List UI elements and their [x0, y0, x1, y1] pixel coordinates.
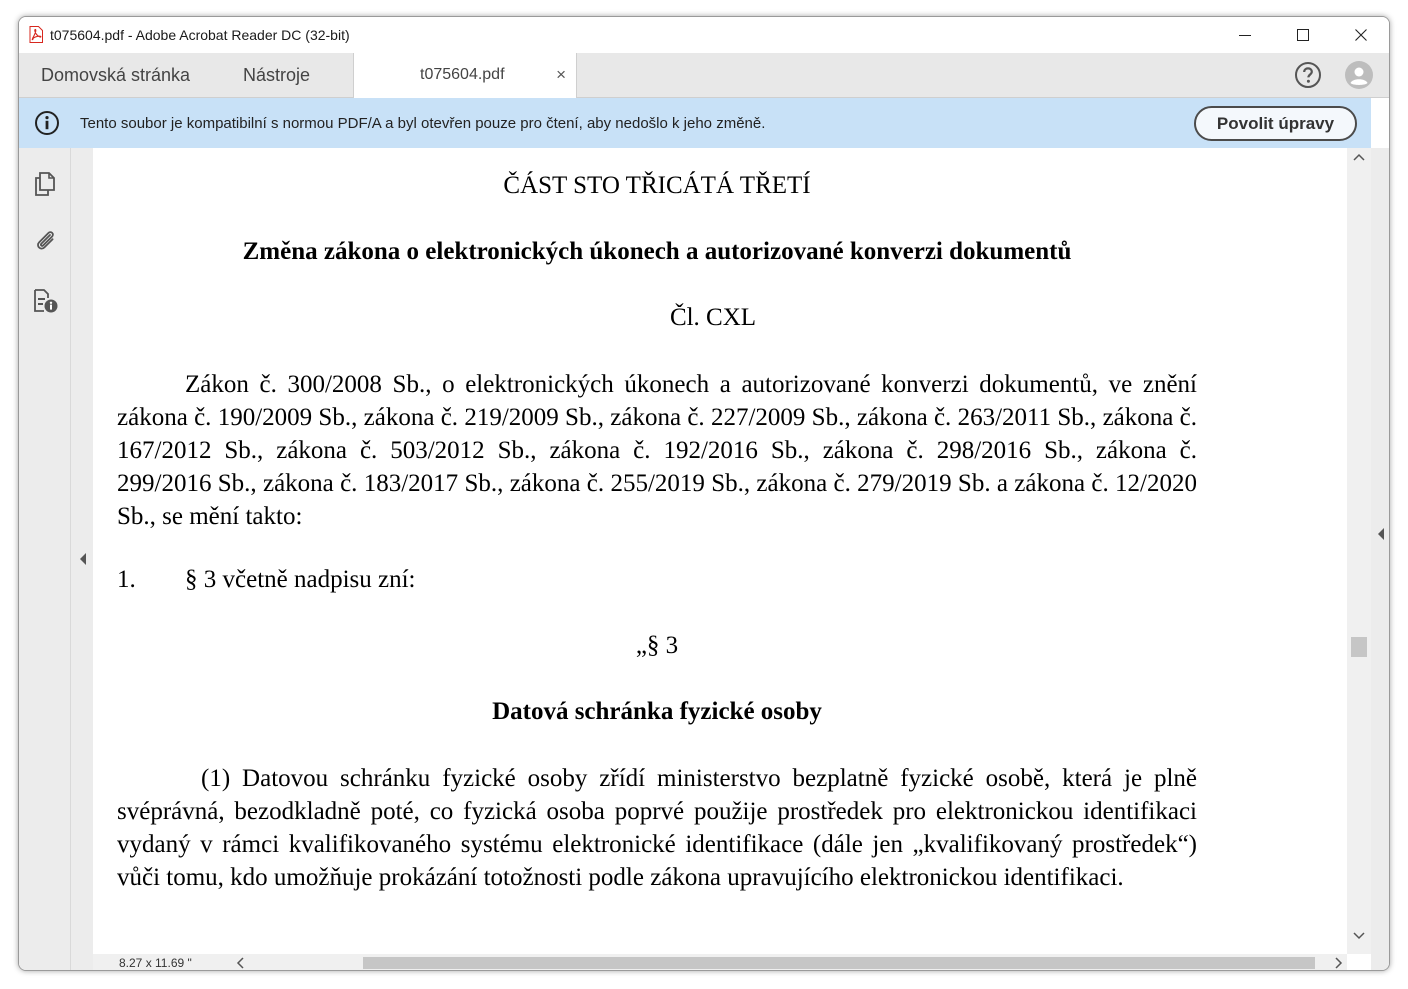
- minimize-icon: [1239, 29, 1251, 41]
- article-number: Čl. CXL: [669, 304, 757, 331]
- acrobat-pdf-icon: [29, 26, 43, 43]
- info-icon: [34, 110, 60, 136]
- pdf-page: [93, 148, 1347, 954]
- maximize-button[interactable]: [1274, 17, 1332, 53]
- list-item-text: § 3 včetně nadpisu zní:: [185, 566, 416, 593]
- pdfa-info-bar: [19, 98, 1371, 148]
- tab-tools[interactable]: Nástroje: [243, 65, 311, 85]
- tab-bar: [19, 53, 1389, 98]
- section-mark: „§ 3: [635, 632, 679, 659]
- change-title: Změna zákona o elektronických úkonech a autorizované konverzi dokumentů: [242, 238, 1072, 265]
- close-icon: [1355, 29, 1367, 41]
- close-window-button[interactable]: [1332, 17, 1390, 53]
- document-viewport[interactable]: [93, 148, 1347, 954]
- document-tab-label: t075604.pdf: [420, 66, 505, 83]
- title-bar: [19, 17, 1389, 53]
- paperclip-icon[interactable]: [31, 226, 59, 254]
- bottom-status-bar: [93, 954, 1347, 971]
- help-icon: [1294, 61, 1322, 89]
- account-icon: [1345, 61, 1373, 89]
- chevron-up-icon[interactable]: [1353, 153, 1365, 161]
- paragraph-1: (1) Datovou schránku fyzické osoby zřídí ministerstvo bezplatně fyzické osobě, která je plně svéprávná, bezodkladně poté, co fyzická osoba poprvé použije prostředek pro elektronickou identifikaci vydaný v rámci kvalifikovaného systému elektronické identifikace (dále jen „kvalifikovaný prostředek“) vůči tomu, kdo umožňuje prokázání totožnosti podle zákona upravujícího elektronickou identifikaci.: [117, 765, 1197, 891]
- tab-home[interactable]: Domovská stránka: [41, 65, 191, 85]
- acrobat-window: [18, 16, 1390, 971]
- help-button[interactable]: [1294, 61, 1322, 89]
- minimize-button[interactable]: [1216, 17, 1274, 53]
- vertical-scroll-thumb[interactable]: [1351, 637, 1367, 657]
- chevron-left-icon[interactable]: [1377, 527, 1385, 541]
- tab-document[interactable]: [353, 53, 577, 98]
- window-title: t075604.pdf - Adobe Acrobat Reader DC (32-bit): [50, 27, 350, 43]
- close-tab-icon[interactable]: ×: [556, 65, 566, 84]
- horizontal-scroll-thumb[interactable]: [363, 957, 1315, 969]
- enable-editing-button[interactable]: Povolit úpravy: [1194, 106, 1357, 141]
- chevron-left-icon[interactable]: [236, 957, 244, 969]
- chevron-right-icon[interactable]: [1335, 957, 1343, 969]
- list-item-number: 1.: [117, 566, 136, 593]
- maximize-icon: [1297, 29, 1309, 41]
- part-heading: ČÁST STO TŘICÁTÁ TŘETÍ: [503, 172, 811, 199]
- left-panel-toggle: [71, 148, 93, 971]
- page-size-label: 8.27 x 11.69 ": [119, 956, 192, 970]
- info-message: Tento soubor je kompatibilní s normou PDF/A a byl otevřen pouze pro čtení, aby nedošlo k jeho změně.: [80, 115, 766, 132]
- page-thumbnails-icon[interactable]: [31, 170, 59, 198]
- vertical-scrollbar[interactable]: [1347, 148, 1371, 954]
- document-properties-icon[interactable]: [31, 286, 59, 314]
- chevron-left-icon[interactable]: [79, 552, 87, 566]
- account-button[interactable]: [1345, 61, 1373, 89]
- chevron-down-icon[interactable]: [1353, 932, 1365, 940]
- intro-paragraph: Zákon č. 300/2008 Sb., o elektronických úkonech a autorizované konverzi dokumentů, ve znění zákona č. 190/2009 Sb., zákona č. 219/2009 Sb., zákona č. 227/2009 Sb., zákona č. 263/2011 Sb., zákona č. 167/2012 Sb., zákona č. 503/2012 Sb., zákona č. 192/2016 Sb., zákona č. 298/2016 Sb., zákona č. 299/2016 Sb., zákona č. 183/2017 Sb., zákona č. 255/2019 Sb., zákona č. 279/2019 Sb. a zákona č. 12/2020 Sb., se mění takto:: [117, 371, 1197, 530]
- right-panel-toggle: [1371, 148, 1390, 971]
- left-tool-rail: [19, 148, 71, 971]
- section-title: Datová schránka fyzické osoby: [492, 698, 822, 725]
